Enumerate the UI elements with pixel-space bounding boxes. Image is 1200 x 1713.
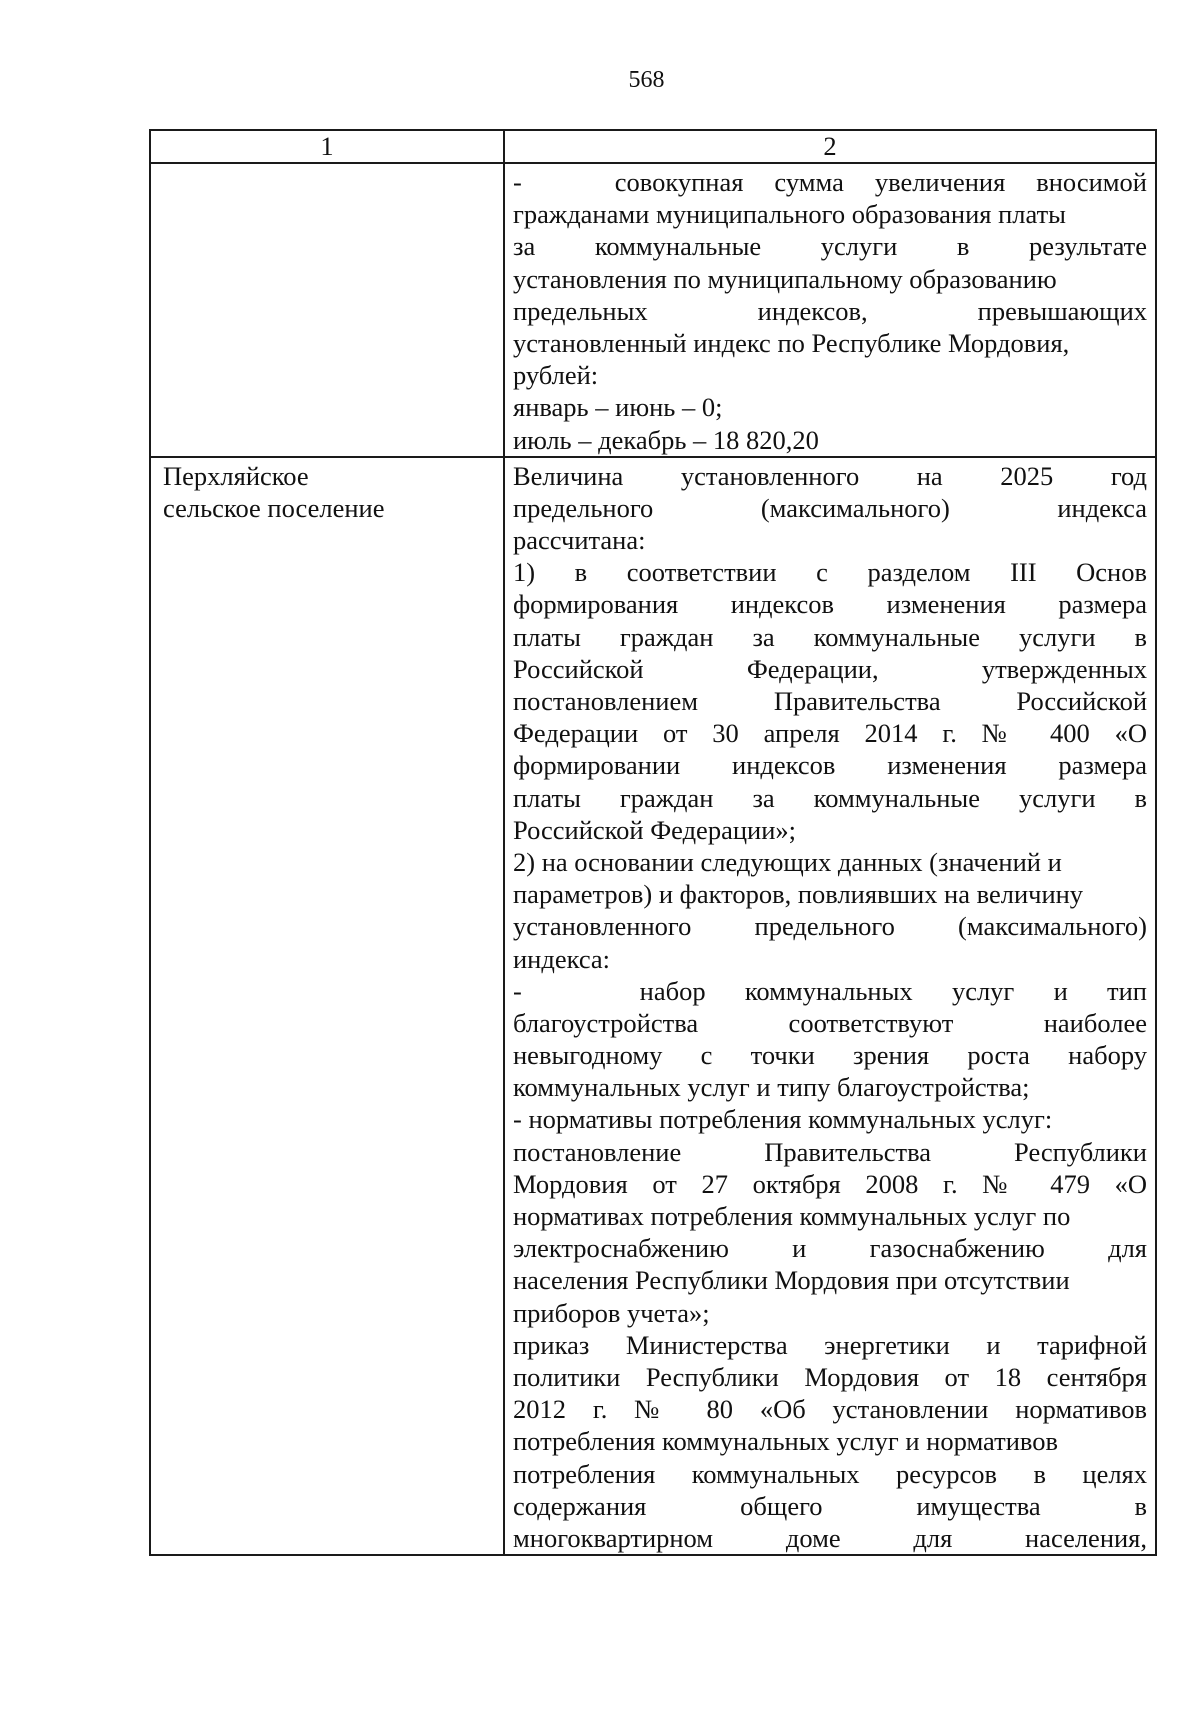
row2-col1-cell	[150, 457, 504, 1555]
text-line: июль – декабрь – 18 820,20	[513, 424, 819, 455]
text-line: Российской Федерации, утвержденных	[513, 653, 1147, 684]
text-line: содержания общего имущества в	[513, 1490, 1147, 1521]
text-line: - набор коммунальных услуг и тип	[513, 975, 1147, 1006]
text-line: за коммунальные услуги в результате	[513, 231, 1147, 262]
text-line: установленного предельного (максимального)	[513, 911, 1147, 942]
text-line: коммунальных услуг и типу благоустройства;	[513, 1072, 1030, 1103]
column-header-2: 2	[504, 130, 1156, 163]
page-number: 568	[628, 67, 665, 93]
row2-col2-cell	[504, 457, 1156, 1555]
text-line: невыгодному с точки зрения роста набору	[513, 1040, 1147, 1071]
text-line: нормативах потребления коммунальных услуг по	[513, 1201, 1071, 1231]
text-line: благоустройства соответствуют наиболее	[513, 1007, 1147, 1038]
text-line: формирования индексов изменения размера	[513, 589, 1147, 620]
text-line: 1) в соответствии с разделом III Основ	[513, 557, 1147, 588]
text-line: электроснабжению и газоснабжению для	[513, 1233, 1147, 1264]
text-line: Величина установленного на 2025 год	[513, 460, 1147, 491]
text-line: индекса:	[513, 943, 611, 974]
municipality-name-line: сельское поселение	[163, 492, 385, 523]
text-line: потребления коммунальных услуг и нормативов	[513, 1426, 1058, 1457]
text-line: приборов учета»;	[513, 1297, 710, 1328]
text-line: - совокупная сумма увеличения вносимой	[513, 167, 1147, 197]
table-row	[150, 163, 1156, 457]
text-line: многоквартирном доме для населения,	[513, 1522, 1147, 1553]
table-header-row	[150, 130, 1156, 163]
text-line: формировании индексов изменения размера	[513, 750, 1147, 781]
row1-col2-cell	[504, 163, 1156, 457]
table-row	[150, 457, 1156, 1555]
text-line: 2012 г. № 80 «Об установлении нормативов	[513, 1394, 1147, 1425]
text-line: предельных индексов, превышающих	[513, 295, 1147, 326]
text-line: политики Республики Мордовия от 18 сентября	[513, 1361, 1147, 1392]
text-line: Федерации от 30 апреля 2014 г. № 400 «О	[513, 718, 1147, 749]
text-line: январь – июнь – 0;	[513, 392, 723, 423]
text-line: параметров) и факторов, повлиявших на величину	[513, 879, 1084, 910]
text-line: постановлением Правительства Российской	[513, 686, 1147, 716]
text-line: населения Республики Мордовия при отсутствии	[513, 1265, 1070, 1296]
text-line: платы граждан за коммунальные услуги в	[513, 782, 1147, 813]
text-line: платы граждан за коммунальные услуги в	[513, 621, 1147, 652]
text-line: постановление Правительства Республики	[513, 1136, 1147, 1167]
text-line: - нормативы потребления коммунальных услуг:	[513, 1104, 1053, 1135]
text-line: рублей:	[513, 360, 599, 391]
row1-col1-cell	[150, 163, 504, 457]
text-line: приказ Министерства энергетики и тарифной	[513, 1329, 1147, 1360]
text-line: Российской Федерации»;	[513, 814, 796, 845]
column-header-1: 1	[150, 130, 504, 163]
text-line: Мордовия от 27 октября 2008 г. № 479 «О	[513, 1168, 1147, 1199]
document-table	[149, 129, 1157, 1556]
text-line: установленный индекс по Республике Мордовия,	[513, 327, 1070, 358]
municipality-name-line: Перхляйское	[163, 460, 309, 491]
text-line: гражданами муниципального образования платы	[513, 199, 1066, 230]
text-line: установления по муниципальному образованию	[513, 263, 1057, 294]
text-line: 2) на основании следующих данных (значений и	[513, 846, 1062, 877]
text-line: потребления коммунальных ресурсов в целях	[513, 1458, 1147, 1489]
text-line: рассчитана:	[513, 525, 646, 556]
text-line: предельного (максимального) индекса	[513, 492, 1147, 523]
